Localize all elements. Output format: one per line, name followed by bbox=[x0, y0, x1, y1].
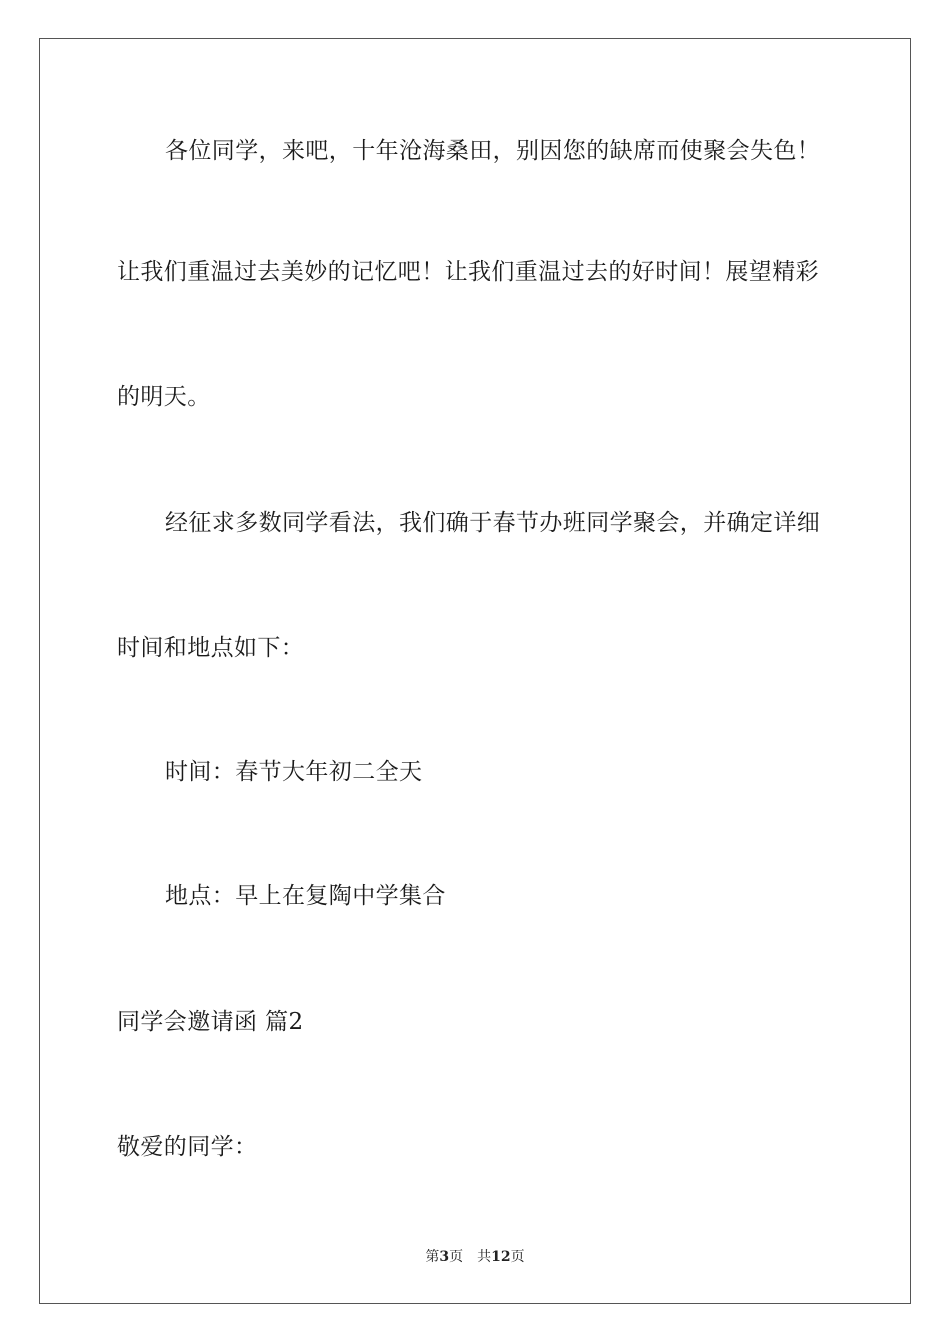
paragraph-line-5: 时间和地点如下： bbox=[117, 635, 305, 661]
paragraph-line-4: 经征求多数同学看法，我们确于春节办班同学聚会，并确定详细 bbox=[165, 510, 821, 536]
total-page-count: 12 bbox=[491, 1249, 511, 1265]
page-footer bbox=[0, 1248, 950, 1266]
paragraph-line-3: 的明天。 bbox=[117, 384, 211, 410]
event-time-line: 时间：春节大年初二全天 bbox=[165, 759, 423, 785]
page-prefix: 第 bbox=[425, 1249, 440, 1265]
section-heading: 同学会邀请函 篇2 bbox=[117, 1009, 304, 1035]
page-border bbox=[39, 38, 911, 1304]
total-prefix: 共 bbox=[477, 1249, 492, 1265]
page-suffix: 页 bbox=[449, 1249, 464, 1265]
current-page-number: 3 bbox=[439, 1249, 450, 1265]
event-location-line: 地点：早上在复陶中学集合 bbox=[165, 883, 446, 909]
total-suffix: 页 bbox=[510, 1249, 525, 1265]
paragraph-line-1: 各位同学，来吧，十年沧海桑田，别因您的缺席而使聚会失色！ bbox=[165, 138, 821, 164]
salutation-line: 敬爱的同学： bbox=[117, 1134, 258, 1160]
paragraph-line-2: 让我们重温过去美妙的记忆吧！让我们重温过去的好时间！展望精彩 bbox=[117, 259, 819, 285]
